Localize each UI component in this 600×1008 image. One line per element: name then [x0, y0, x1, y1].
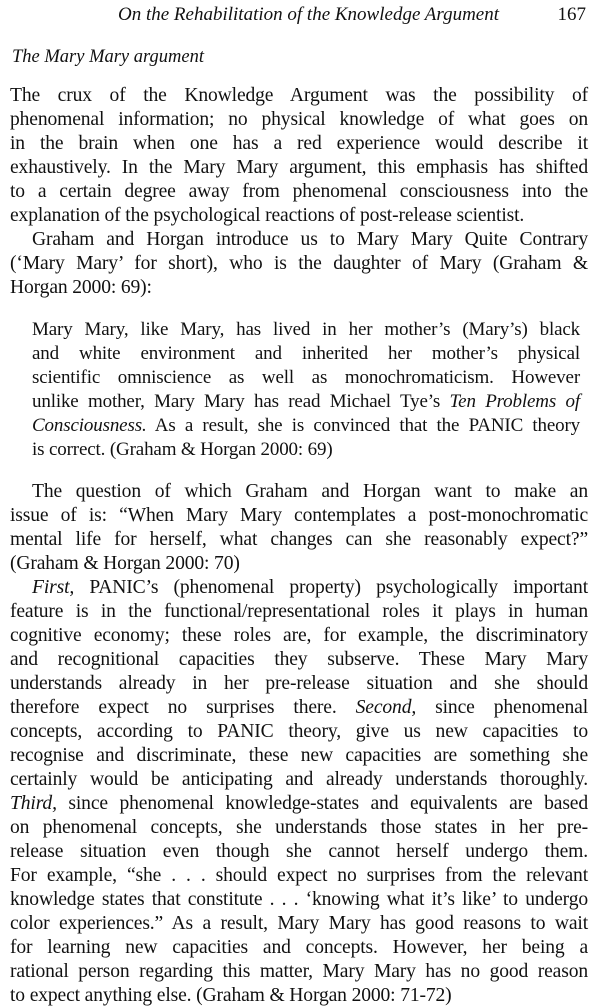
text-line: release situation even though she cannot herself undergo them. [10, 841, 588, 862]
text-run: PANIC’s (phenomenal property) psychologically important [74, 577, 588, 598]
text-line: Graham and Horgan introduce us to Mary Mary Quite Contrary [32, 229, 588, 250]
paragraph [10, 84, 588, 228]
text-line: phenomenal information; no physical knowledge of what goes on [10, 109, 588, 130]
text-run: since phenomenal knowledge-states and equivalents are based [56, 793, 588, 814]
text-line: Horgan 2000: 69): [10, 277, 152, 298]
running-header [118, 2, 588, 28]
text-line: understands already in her pre-release situation and she should [10, 673, 588, 694]
text-line: to expect anything else. (Graham & Horgan 2000: 71-72) [10, 985, 452, 1006]
text-line: For example, “she . . . should expect no surprises from the relevant [10, 865, 588, 886]
text-line: issue of is: “When Mary Mary contemplates a post-monochromatic [10, 505, 588, 526]
text-line: (Graham & Horgan 2000: 70) [10, 553, 240, 574]
text-line: knowledge states that constitute . . . ‘knowing what it’s like’ to undergo [10, 889, 588, 910]
text-line: exhaustively. In the Mary Mary argument, this emphasis has shifted [10, 157, 588, 178]
text-run: therefore expect no surprises there. [10, 697, 356, 718]
text-line: and recognitional capacities they subserve. These Mary Mary [10, 649, 588, 670]
text-line: color experiences.” As a result, Mary Mary has good reasons to wait [10, 913, 588, 934]
block-quote [32, 318, 580, 462]
text-line: in the brain when one has a red experience would describe it [10, 133, 588, 154]
emphasis-italic: First, [32, 577, 75, 598]
paragraph [10, 228, 588, 300]
text-line [10, 792, 588, 816]
text-line: for learning new capacities and concepts. However, her being a [10, 937, 588, 958]
paragraph [10, 480, 588, 576]
text-line: mental life for herself, what changes can she reasonably expect?” [10, 529, 588, 550]
text-line: rational person regarding this matter, Mary Mary has no good reason [10, 961, 588, 982]
text-line: is correct. (Graham & Horgan 2000: 69) [32, 439, 333, 460]
running-title: On the Rehabilitation of the Knowledge Argument [118, 4, 500, 25]
text-line: concepts, according to PANIC theory, give us new capacities to [10, 721, 588, 742]
text-line [10, 696, 588, 720]
text-run: As a result, she is convinced that the PANIC theory [146, 415, 580, 436]
text-line: to a certain degree away from phenomenal consciousness into the [10, 181, 588, 202]
text-line: feature is in the functional/representational roles it plays in human [10, 601, 588, 622]
text-line: and white environment and inherited her mother’s physical [32, 343, 580, 364]
text-line: (‘Mary Mary’ for short), who is the daughter of Mary (Graham & [10, 253, 588, 274]
body-text [10, 84, 588, 1008]
text-line: cognitive economy; these roles are, for example, the discriminatory [10, 625, 588, 646]
text-line: Mary Mary, like Mary, has lived in her mother’s (Mary’s) black [32, 319, 580, 340]
book-title-italic: Ten Problems of [449, 391, 580, 412]
text-run: since phenomenal [416, 697, 588, 718]
text-line: The question of which Graham and Horgan want to make an [32, 481, 588, 502]
emphasis-italic: Third, [10, 793, 57, 814]
text-line: certainly would be anticipating and already understands thoroughly. [10, 769, 588, 790]
text-line: scientific omniscience as well as monochromaticism. However [32, 367, 580, 388]
text-line [32, 390, 580, 414]
page-number: 167 [557, 4, 586, 25]
text-run: unlike mother, Mary Mary has read Michael Tye’s [32, 391, 450, 412]
text-line: The crux of the Knowledge Argument was the possibility of [10, 85, 588, 106]
emphasis-italic: Second, [355, 697, 417, 718]
paragraph [10, 576, 588, 1008]
text-line: recognise and discriminate, these new capacities are something she [10, 745, 588, 766]
book-title-italic: Consciousness. [32, 415, 147, 436]
text-line: explanation of the psychological reactions of post-release scientist. [10, 205, 525, 226]
text-line [32, 414, 580, 438]
text-line [10, 576, 588, 600]
text-line: on phenomenal concepts, she understands those states in her pre- [10, 817, 588, 838]
section-heading: The Mary Mary argument [12, 47, 204, 67]
